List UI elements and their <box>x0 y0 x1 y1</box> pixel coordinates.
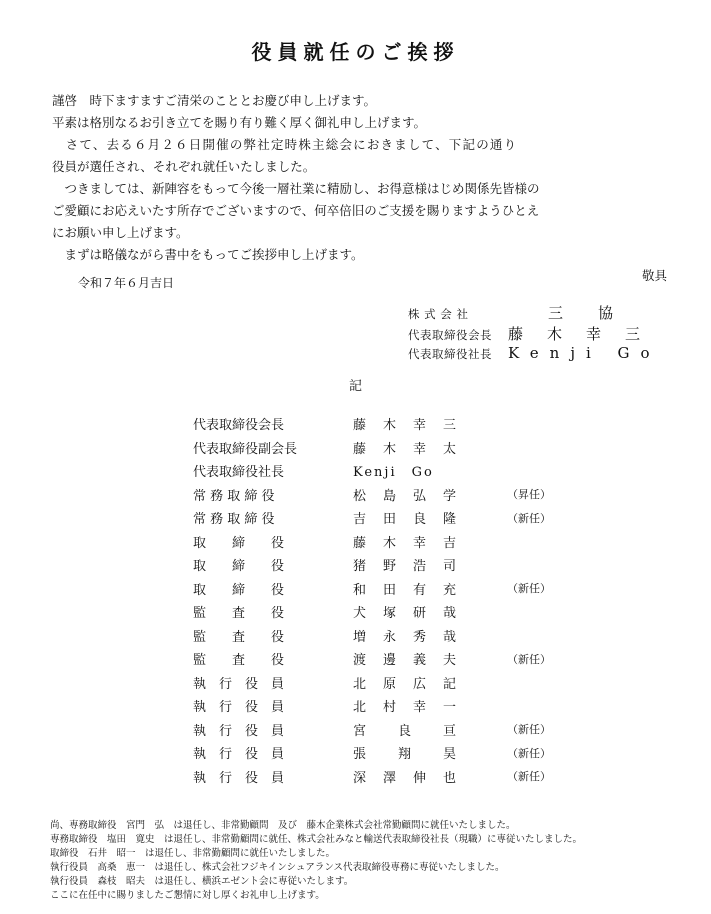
officer-row <box>193 459 573 483</box>
officer-row <box>193 483 573 507</box>
officer-name: 松 島 弘 学 <box>353 488 459 504</box>
officer-row <box>193 694 573 718</box>
officer-position: 執 行 役 員 <box>193 747 285 763</box>
officer-note: （新任） <box>507 511 551 525</box>
officer-note: （新任） <box>507 723 551 737</box>
officer-position: 取 締 役 <box>193 535 285 551</box>
greeting-body <box>52 90 672 266</box>
officer-name: 藤 木 幸 三 <box>353 418 459 434</box>
signature-chairman <box>408 323 664 344</box>
officer-position: 代表取締役副会長 <box>193 441 298 457</box>
note-line: 尚、専務取締役 宮門 弘 は退任し、非常勤顧問 及び 藤木企業株式会社常勤顧問に就任いたしました。 <box>50 820 516 831</box>
officer-note: （昇任） <box>507 488 551 502</box>
note-line: 執行役員 森枝 昭夫 は退任し、横浜エゼント会に専従いたします。 <box>50 876 354 887</box>
officer-name: 猪 野 浩 司 <box>353 559 459 575</box>
greeting-line: 平素は格別なるお引き立てを賜り有り難く厚く御礼申し上げます。 <box>52 115 427 130</box>
greeting-line: 謹啓 時下ますますご清栄のこととお慶び申し上げます。 <box>52 93 377 108</box>
signature-company <box>408 302 623 323</box>
greeting-line: つきましては、新陣容をもって今後一層社業に精励し、お得意様はじめ関係先皆様の <box>52 181 540 196</box>
officer-position: 執 行 役 員 <box>193 723 285 739</box>
officer-name: 犬 塚 研 哉 <box>353 606 459 622</box>
officer-name: 和 田 有 充 <box>353 582 459 598</box>
signature-name: 藤木幸三 <box>508 325 665 343</box>
note-line: 執行役員 高桑 恵一 は退任し、株式会社フジキインシュアランス代表取締役専務に専従いたしました。 <box>50 862 505 873</box>
officer-row <box>193 647 573 671</box>
note-line: 取締役 石井 昭一 は退任し、非常勤顧問に就任いたしました。 <box>50 848 336 859</box>
officer-position: 執 行 役 員 <box>193 676 285 692</box>
officer-name: 北 原 広 記 <box>353 676 459 692</box>
note-line: ここに在任中に賜りましたご懇情に対し厚くお礼申し上げます。 <box>50 890 325 901</box>
officer-row <box>193 671 573 695</box>
officer-position: 執 行 役 員 <box>193 770 285 786</box>
officer-name: 藤 木 幸 太 <box>353 441 459 457</box>
greeting-line: さて、去る６月２６日開催の弊社定時株主総会におきまして、下記の通り <box>52 137 518 152</box>
officer-row <box>193 741 573 765</box>
issue-date: 令和７年６月吉日 <box>78 276 175 290</box>
note-line: 専務取締役 塩田 寛史 は退任し、非常勤顧問に就任、株式会社みなと輸送代表取締役社長（現職）に専従いたしました。 <box>50 834 583 845</box>
officer-name: 吉 田 良 隆 <box>353 512 459 528</box>
officer-row <box>193 436 573 460</box>
officer-list <box>193 412 573 788</box>
greeting-line: ご愛顧にお応えいたす所存でございますので、何卒倍旧のご支援を賜りますようひとえ <box>52 203 540 218</box>
officer-name: 北 村 幸 一 <box>353 700 459 716</box>
officer-note: （新任） <box>507 652 551 666</box>
officer-name: 渡 邊 義 夫 <box>353 653 459 669</box>
officer-position: 執 行 役 員 <box>193 700 285 716</box>
officer-position: 監 査 役 <box>193 653 285 669</box>
signature-role: 代表取締役会長 <box>408 328 492 342</box>
officer-position: 取 締 役 <box>193 582 285 598</box>
signature-role: 代表取締役社長 <box>408 347 492 361</box>
officer-position: 代表取締役社長 <box>193 465 285 481</box>
officer-name: 宮 良 亘 <box>353 723 459 739</box>
officer-row <box>193 553 573 577</box>
officer-row <box>193 765 573 789</box>
greeting-line: にお願い申し上げます。 <box>52 225 189 240</box>
officer-row <box>193 624 573 648</box>
signature-president <box>408 344 661 362</box>
officer-name: 深 澤 伸 也 <box>353 770 459 786</box>
officer-row <box>193 577 573 601</box>
officer-row <box>193 600 573 624</box>
closing-keigu: 敬具 <box>641 268 667 283</box>
signature-role: 株 式 会 社 <box>408 307 469 321</box>
officer-row <box>193 412 573 436</box>
ki-heading: 記 <box>348 379 362 394</box>
officer-row <box>193 718 573 742</box>
page-title: 役員就任のご挨拶 <box>251 40 460 64</box>
officer-row <box>193 530 573 554</box>
officer-position: 監 査 役 <box>193 606 285 622</box>
officer-note: （新任） <box>507 582 551 596</box>
greeting-line: 役員が選任され、それぞれ就任いたしました。 <box>52 159 316 174</box>
officer-name: 増 永 秀 哉 <box>353 629 459 645</box>
signature-name: 三 協 <box>548 304 624 322</box>
officer-note: （新任） <box>507 770 551 784</box>
officer-position: 代表取締役会長 <box>193 418 285 434</box>
retirement-notes <box>50 819 690 903</box>
greeting-line: まずは略儀ながら書中をもってご挨拶申し上げます。 <box>52 247 364 262</box>
officer-note: （新任） <box>507 746 551 760</box>
officer-position: 常 務 取 締 役 <box>193 512 275 528</box>
officer-row <box>193 506 573 530</box>
officer-position: 監 査 役 <box>193 629 285 645</box>
officer-name: Kenji Go <box>353 465 434 481</box>
officer-name: 張 翔 昊 <box>353 747 459 763</box>
officer-position: 取 締 役 <box>193 559 285 575</box>
officer-position: 常 務 取 締 役 <box>193 488 275 504</box>
officer-name: 藤 木 幸 吉 <box>353 535 459 551</box>
signature-name: Kenji Go <box>508 344 661 362</box>
